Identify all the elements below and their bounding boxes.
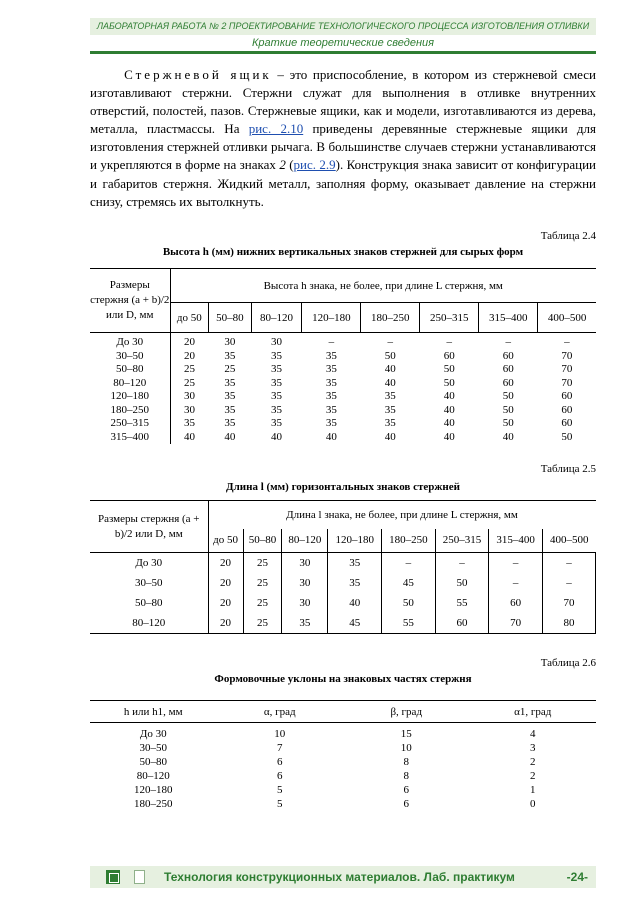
table-row — [90, 333, 596, 350]
table-cell: 25 — [243, 613, 282, 634]
table2-col-header: 80–120 — [282, 529, 328, 553]
table3-title: Формовочные уклоны на знаковых частях стержня — [214, 673, 472, 685]
book-logo-icon — [106, 870, 120, 884]
table-cell: 35 — [325, 417, 337, 429]
table-cell: 35 — [325, 403, 337, 416]
table-cell: 50 — [561, 430, 573, 443]
table-cell: 40 — [443, 403, 455, 416]
table-cell: 6 — [403, 798, 409, 810]
table-cell: 50 — [443, 376, 455, 389]
table-row — [90, 741, 596, 755]
table-row — [90, 377, 596, 391]
table-cell: 35 — [271, 349, 282, 362]
table1-col-header: 400–500 — [538, 303, 596, 333]
table-cell: 30 — [271, 336, 282, 348]
table-cell: 35 — [282, 613, 328, 634]
table-cell: 35 — [271, 376, 282, 389]
table1 — [90, 268, 596, 444]
page-number: -24- — [566, 870, 588, 884]
table-cell: 40 — [325, 430, 337, 443]
table-cell: 25 — [184, 376, 196, 389]
table1-col-header: до 50 — [170, 303, 209, 333]
table3-col-header: α, град — [217, 701, 344, 723]
table-cell: 35 — [224, 390, 236, 402]
table-cell: 40 — [384, 376, 396, 389]
table-cell: До 30 — [139, 728, 167, 740]
table-cell: 25 — [184, 363, 196, 375]
table-cell: 8 — [403, 756, 409, 768]
paragraph-text-1: – это приспособление, в котором из стержневой смеси изготавливают стержни. Стержни служат для выполнения в отливке внутренних отверстий, полостей, пазов. Стержневые ящики, как и модели, изготавливаются из дерева, металла, пластмассы. На — [90, 67, 597, 137]
table2-col-header: 400–500 — [542, 529, 595, 553]
table2-group-header: Длина l знака, не более, при длине L стержня, мм — [208, 501, 596, 529]
table-cell: 40 — [224, 430, 236, 443]
table-cell: 20 — [184, 336, 196, 348]
table-cell: 50 — [443, 363, 455, 375]
table-cell: 35 — [325, 363, 337, 375]
paragraph-sign-number: 2 — [279, 157, 286, 173]
table-cell: 120–180 — [90, 390, 170, 404]
table-row — [90, 593, 596, 613]
body-paragraph — [90, 66, 596, 211]
table-cell: 40 — [184, 430, 196, 443]
table2 — [90, 500, 596, 634]
table-cell: 40 — [443, 417, 455, 429]
table1-title: Высота h (мм) нижних вертикальных знаков стержней для сырых форм — [162, 246, 524, 258]
table-cell: 70 — [561, 363, 573, 375]
table-cell: 80–120 — [90, 377, 170, 391]
table-cell: До 30 — [90, 333, 170, 350]
running-header-title: ЛАБОРАТОРНАЯ РАБОТА № 2 ПРОЕКТИРОВАНИЕ ТЕХНОЛОГИЧЕСКОГО ПРОЦЕССА ИЗГОТОВЛЕНИЯ ОТЛИВКИ — [90, 18, 596, 35]
table-cell: 50–80 — [139, 756, 167, 768]
table3-col-header: h или h1, мм — [90, 701, 217, 723]
table-cell: 30 — [224, 336, 236, 348]
table-row — [90, 390, 596, 404]
table-cell: 15 — [400, 728, 412, 740]
table-cell: 55 — [382, 613, 436, 634]
table-cell: 30 — [282, 593, 328, 613]
table-cell: 55 — [435, 593, 489, 613]
table3-col-header: α1, град — [470, 701, 597, 723]
table-cell: – — [505, 336, 511, 348]
table1-col-header: 80–120 — [251, 303, 302, 333]
table-cell: 25 — [243, 573, 282, 593]
table-cell: 35 — [224, 349, 236, 362]
term-lead: Стержневой ящик — [124, 67, 272, 82]
table-cell: 50 — [435, 573, 489, 593]
table-cell: 60 — [502, 363, 514, 375]
table-cell: 60 — [502, 349, 514, 362]
paragraph-text-4: ). Конструкция знака зависит от конфигурации и габаритов стержня. Жидкий металл, заполняя форму, оказывает давление на стержни снизу, стремясь их вытолкнуть. — [90, 157, 596, 209]
table-cell: 50 — [502, 417, 514, 429]
table-cell: 35 — [184, 417, 196, 429]
table-cell: 40 — [328, 593, 382, 613]
table2-number: Таблица 2.5 — [540, 463, 596, 475]
table-row — [90, 769, 596, 783]
table-row — [90, 573, 596, 593]
table-cell: 60 — [435, 613, 489, 634]
table-cell: 50 — [384, 349, 396, 362]
table1-number: Таблица 2.4 — [540, 230, 596, 242]
table-cell: 35 — [271, 403, 282, 416]
table-row — [90, 363, 596, 377]
table2-col-header: 250–315 — [435, 529, 489, 553]
table-cell: 35 — [325, 390, 337, 402]
table-cell: 20 — [208, 613, 243, 634]
paragraph-text-3: ( — [285, 157, 294, 173]
table-cell: – — [542, 553, 595, 574]
table1-col-header: 50–80 — [209, 303, 252, 333]
table-cell: 40 — [271, 430, 282, 443]
table-cell: 180–250 — [90, 404, 170, 418]
table3-col-header: β, град — [343, 701, 470, 723]
table-cell: 50–80 — [90, 593, 208, 613]
table-cell: 315–400 — [90, 431, 170, 445]
link-fig-2-10[interactable]: рис. 2.10 — [248, 121, 304, 137]
header-divider — [90, 51, 596, 54]
table-cell: 30–50 — [139, 742, 167, 754]
table-cell: 6 — [277, 756, 283, 768]
table1-col-header: 250–315 — [420, 303, 479, 333]
table-cell: – — [387, 336, 394, 348]
paragraph-text-2: приведены деревянные стержневые ящики для изготовления стержней отливки рычага. В большинстве случаев стержни устанавливаются и укрепляются в форме на знаках — [90, 121, 596, 173]
table-cell: 40 — [384, 430, 396, 443]
table-cell: 35 — [384, 403, 396, 416]
table-cell: До 30 — [90, 553, 208, 574]
table-cell: 120–180 — [134, 784, 173, 796]
table-cell: 80–120 — [136, 770, 170, 782]
table-cell: 35 — [325, 376, 337, 389]
table-cell: 70 — [542, 593, 595, 613]
table-cell: 40 — [443, 390, 455, 402]
table-row — [90, 755, 596, 769]
table1-col-header: 180–250 — [361, 303, 420, 333]
table-cell: 80–120 — [90, 613, 208, 634]
table-cell: – — [446, 336, 452, 348]
table2-col-header: 120–180 — [328, 529, 382, 553]
link-fig-2-9[interactable]: рис. 2.9 — [293, 157, 336, 173]
table2-title: Длина l (мм) горизонтальных знаков стержней — [226, 481, 460, 493]
table-cell: 180–250 — [134, 798, 173, 810]
table-cell: 35 — [224, 376, 236, 389]
table-cell: 60 — [561, 390, 573, 402]
table-row — [90, 723, 596, 742]
table-cell: 60 — [561, 417, 573, 429]
table-cell: – — [564, 336, 570, 348]
table-cell: 35 — [384, 390, 396, 402]
table-cell: 50–80 — [90, 363, 170, 377]
table-cell: 10 — [274, 728, 286, 740]
table-cell: 6 — [277, 770, 283, 782]
table-cell: 45 — [328, 613, 382, 634]
table1-col-header: 315–400 — [479, 303, 538, 333]
table3 — [90, 700, 596, 811]
table-row — [90, 431, 596, 445]
table3-number: Таблица 2.6 — [540, 657, 596, 669]
table-cell: 45 — [382, 573, 436, 593]
table-cell: 30–50 — [90, 350, 170, 364]
page-footer — [90, 866, 596, 888]
table-cell: – — [489, 573, 543, 593]
table1-group-header: Высота h знака, не более, при длине L стержня, мм — [170, 269, 596, 303]
footer-title: Технология конструкционных материалов. Лаб. практикум — [164, 870, 515, 884]
table-cell: 35 — [328, 553, 382, 574]
table-cell: 5 — [277, 798, 283, 810]
table2-col0-header: Размеры стержня (a + b)/2 или D, мм — [90, 501, 208, 553]
table-cell: 35 — [271, 363, 282, 375]
table-row — [90, 797, 596, 811]
table-cell: 80 — [542, 613, 595, 634]
table-cell: 50 — [382, 593, 436, 613]
table-cell: 25 — [243, 553, 282, 574]
table-cell: 40 — [384, 363, 396, 375]
table-cell: 30–50 — [90, 573, 208, 593]
table-cell: 70 — [489, 613, 543, 634]
table-cell: – — [489, 553, 543, 574]
table-cell: 50 — [502, 403, 514, 416]
table-row — [90, 417, 596, 431]
table-cell: 40 — [502, 430, 514, 443]
table1-col0-header: Размеры стержня (a + b)/2 или D, мм — [90, 269, 170, 333]
table-cell: 35 — [384, 417, 396, 429]
table-cell: – — [542, 573, 595, 593]
table-cell: 10 — [400, 742, 412, 754]
table-cell: 30 — [184, 403, 196, 416]
table2-col-header: 180–250 — [382, 529, 436, 553]
table-cell: 8 — [403, 770, 409, 782]
table-cell: 35 — [325, 349, 337, 362]
table-cell: 20 — [208, 593, 243, 613]
table2-col-header: 50–80 — [243, 529, 282, 553]
table-cell: 7 — [277, 742, 283, 754]
table-cell: 2 — [530, 756, 536, 768]
table-cell: 70 — [561, 349, 573, 362]
document-icon — [134, 870, 145, 884]
table-row — [90, 783, 596, 797]
table-cell: – — [382, 553, 436, 574]
table-cell: 20 — [184, 349, 196, 362]
table-row — [90, 553, 596, 574]
table1-col-header: 120–180 — [302, 303, 361, 333]
table-cell: 20 — [208, 573, 243, 593]
table-row — [90, 613, 596, 634]
table-cell: 50 — [502, 390, 514, 402]
table-cell: 250–315 — [90, 417, 170, 431]
table-cell: 25 — [224, 363, 236, 375]
table-cell: – — [435, 553, 489, 574]
table-cell: 35 — [224, 417, 236, 429]
table-cell: 2 — [530, 770, 536, 782]
table2-col-header: 315–400 — [489, 529, 543, 553]
table-cell: 30 — [184, 390, 196, 402]
table-cell: 6 — [403, 784, 409, 796]
table-cell: 35 — [328, 573, 382, 593]
table-cell: 1 — [530, 784, 536, 796]
table-cell: 30 — [282, 553, 328, 574]
table-cell: 5 — [277, 784, 283, 796]
table-cell: 60 — [502, 376, 514, 389]
table-row — [90, 404, 596, 418]
table-cell: 60 — [443, 349, 455, 362]
table-cell: 40 — [443, 430, 455, 443]
running-header-section: Краткие теоретические сведения — [90, 35, 596, 51]
table-cell: 25 — [243, 593, 282, 613]
table-cell: 35 — [271, 390, 282, 402]
table2-col-header: до 50 — [208, 529, 243, 553]
table-cell: 30 — [282, 573, 328, 593]
table-cell: 70 — [561, 376, 573, 389]
table-cell: 60 — [489, 593, 543, 613]
table-cell: 4 — [530, 728, 536, 740]
table-cell: 35 — [224, 403, 236, 416]
table-cell: 20 — [208, 553, 243, 574]
table-cell: 3 — [530, 742, 536, 754]
table-row — [90, 350, 596, 364]
table-cell: 0 — [530, 798, 536, 810]
table-cell: – — [328, 336, 335, 348]
table-cell: 60 — [561, 403, 573, 416]
table-cell: 35 — [271, 417, 282, 429]
